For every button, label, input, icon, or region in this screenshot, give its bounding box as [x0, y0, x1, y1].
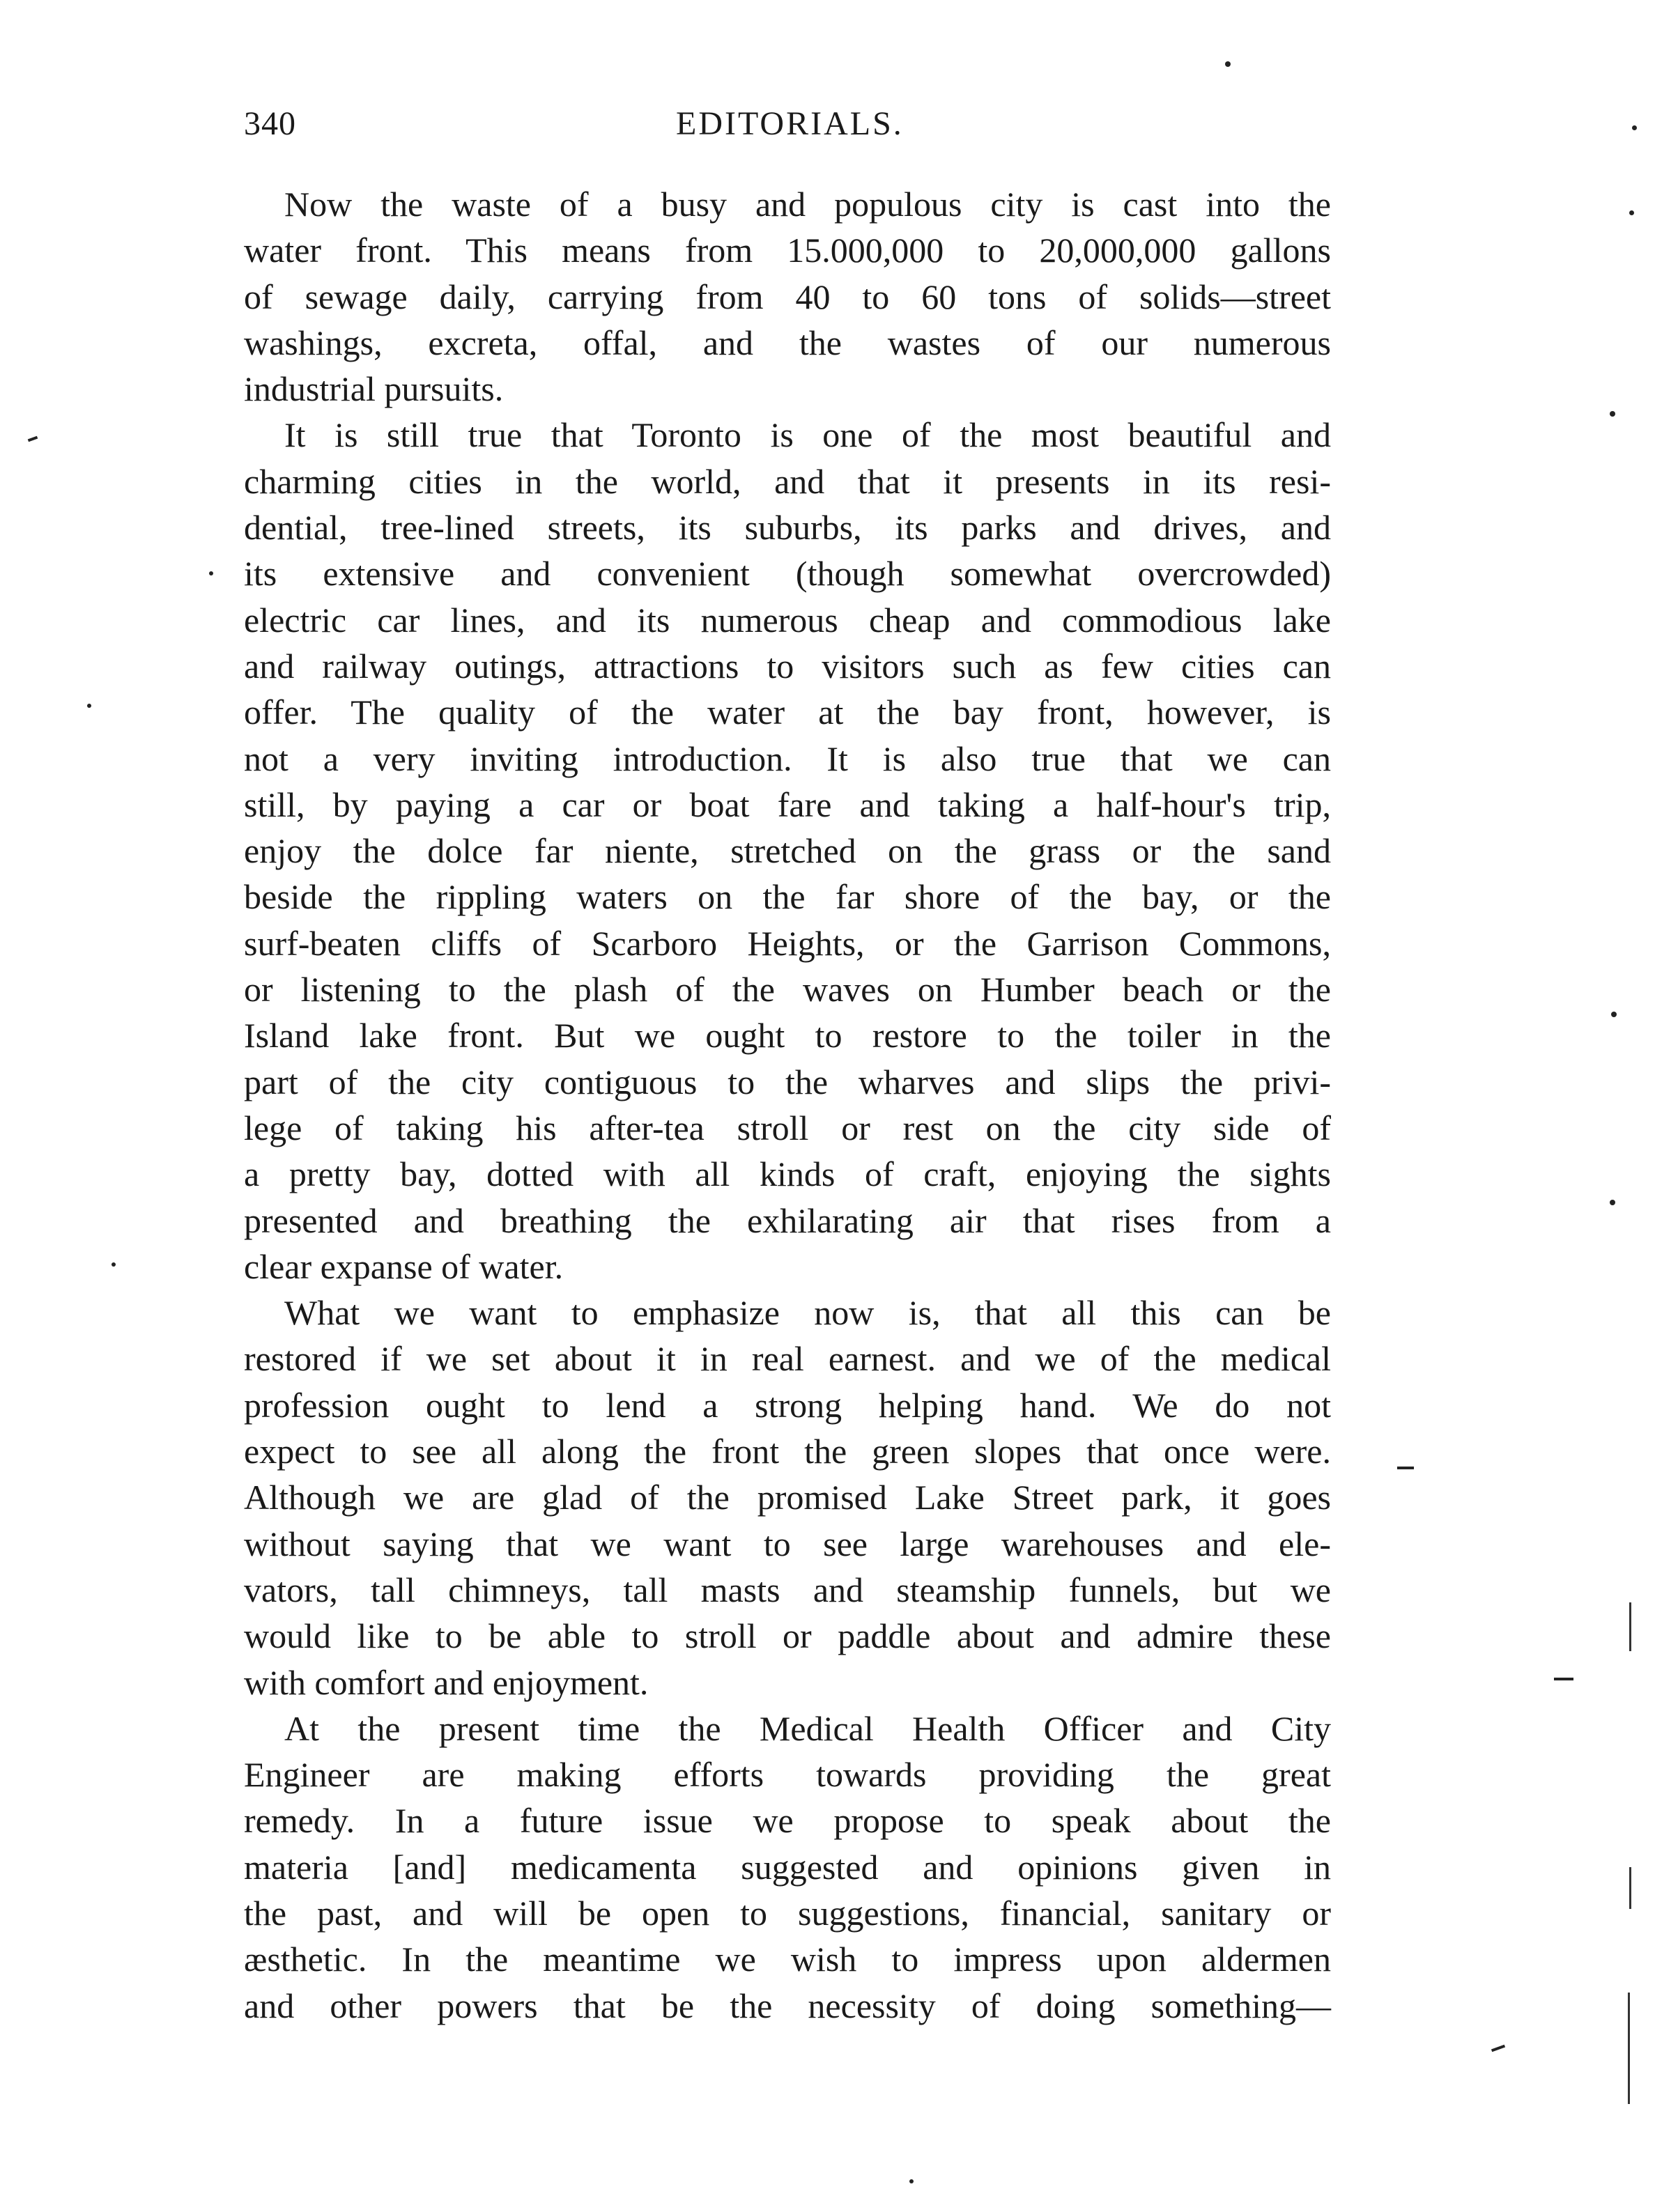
page-number: 340 — [244, 105, 296, 142]
running-title: EDITORIALS. — [676, 105, 904, 142]
text-line: clear expanse of water. — [244, 1246, 564, 1286]
scan-dash — [1397, 1467, 1414, 1469]
text-line: materia [and] medicamenta suggested and opinions given in — [244, 1847, 1331, 1887]
text-line: washings, excreta, offal, and the wastes of our numerous — [244, 323, 1331, 362]
text-line: its extensive and convenient (though somewhat overcrowded) — [244, 554, 1331, 594]
text-line: enjoy the dolce far niente, stretched on the grass or the sand — [244, 831, 1331, 871]
scan-speck — [111, 1262, 116, 1267]
page-header — [244, 105, 1331, 160]
text-line: charming cities in the world, and that it presents in its resi- — [244, 461, 1331, 501]
text-line: with comfort and enjoyment. — [244, 1662, 649, 1702]
scan-speck — [1610, 411, 1615, 417]
text-line: Engineer are making efforts towards providing the great — [244, 1755, 1331, 1795]
text-line: Island lake front. But we ought to restore to the toiler in the — [244, 1016, 1331, 1055]
scan-speck — [1611, 1012, 1617, 1017]
scan-speck — [1632, 125, 1637, 130]
scan-speck — [1610, 1200, 1615, 1205]
text-line: not a very inviting introduction. It is also true that we can — [244, 738, 1331, 778]
scan-speck — [1225, 61, 1231, 67]
text-line: electric car lines, and its numerous cheap and commodious lake — [244, 600, 1331, 640]
text-line: without saying that we want to see large warehouses and ele- — [244, 1524, 1331, 1563]
text-line: At the present time the Medical Health Officer and City — [284, 1708, 1331, 1748]
text-line: It is still true that Toronto is one of the most beautiful and — [284, 415, 1331, 455]
text-line: beside the rippling waters on the far shore of the bay, or the — [244, 877, 1331, 917]
text-line: or listening to the plash of the waves on Humber beach or the — [244, 970, 1331, 1010]
text-line: æsthetic. In the meantime we wish to impress upon aldermen — [244, 1940, 1331, 1979]
text-line: remedy. In a future issue we propose to speak about the — [244, 1801, 1331, 1841]
text-line: of sewage daily, carrying from 40 to 60 tons of solids—street — [244, 277, 1331, 316]
text-line: vators, tall chimneys, tall masts and steamship funnels, but we — [244, 1570, 1331, 1609]
text-line: the past, and will be open to suggestions, financial, sanitary or — [244, 1893, 1331, 1933]
text-line: expect to see all along the front the green slopes that once were. — [244, 1432, 1331, 1471]
editorial-body — [244, 181, 1331, 2029]
text-line: industrial pursuits. — [244, 369, 504, 409]
text-line: What we want to emphasize now is, that all this can be — [284, 1293, 1331, 1333]
text-line: profession ought to lend a strong helping hand. We do not — [244, 1385, 1331, 1425]
text-line: and other powers that be the necessity of doing something— — [244, 1986, 1331, 2025]
text-line: still, by paying a car or boat fare and taking a half-hour's trip, — [244, 784, 1331, 824]
text-line: dential, tree-lined streets, its suburbs, its parks and drives, and — [244, 508, 1331, 548]
scan-speck — [209, 571, 213, 575]
scan-dash — [1554, 1678, 1573, 1680]
text-line: water front. This means from 15.000,000 to 20,000,000 gallons — [244, 231, 1331, 270]
text-line: Although we are glad of the promised Lake Street park, it goes — [244, 1478, 1331, 1517]
text-line: lege of taking his after-tea stroll or rest on the city side of — [244, 1108, 1331, 1147]
scan-speck — [909, 2179, 914, 2183]
edge-mark — [1629, 1602, 1631, 1651]
scan-dash — [1491, 2045, 1505, 2052]
scan-speck — [1629, 210, 1634, 215]
text-line: offer. The quality of the water at the bay front, however, is — [244, 693, 1331, 732]
scan-dash — [28, 436, 38, 442]
text-line: restored if we set about it in real earnest. and we of the medical — [244, 1339, 1331, 1379]
text-line: would like to be able to stroll or paddle about and admire these — [244, 1616, 1331, 1656]
text-line: Now the waste of a busy and populous city is cast into the — [284, 185, 1331, 224]
edge-mark — [1629, 1867, 1631, 1909]
scan-speck — [87, 704, 91, 708]
text-line: and railway outings, attractions to visitors such as few cities can — [244, 646, 1331, 686]
text-line: a pretty bay, dotted with all kinds of craft, enjoying the sights — [244, 1154, 1331, 1194]
text-line: part of the city contiguous to the wharves and slips the privi- — [244, 1062, 1331, 1101]
text-line: surf-beaten cliffs of Scarboro Heights, or the Garrison Commons, — [244, 923, 1331, 963]
text-line: presented and breathing the exhilarating air that rises from a — [244, 1200, 1331, 1240]
edge-mark — [1628, 1993, 1630, 2104]
